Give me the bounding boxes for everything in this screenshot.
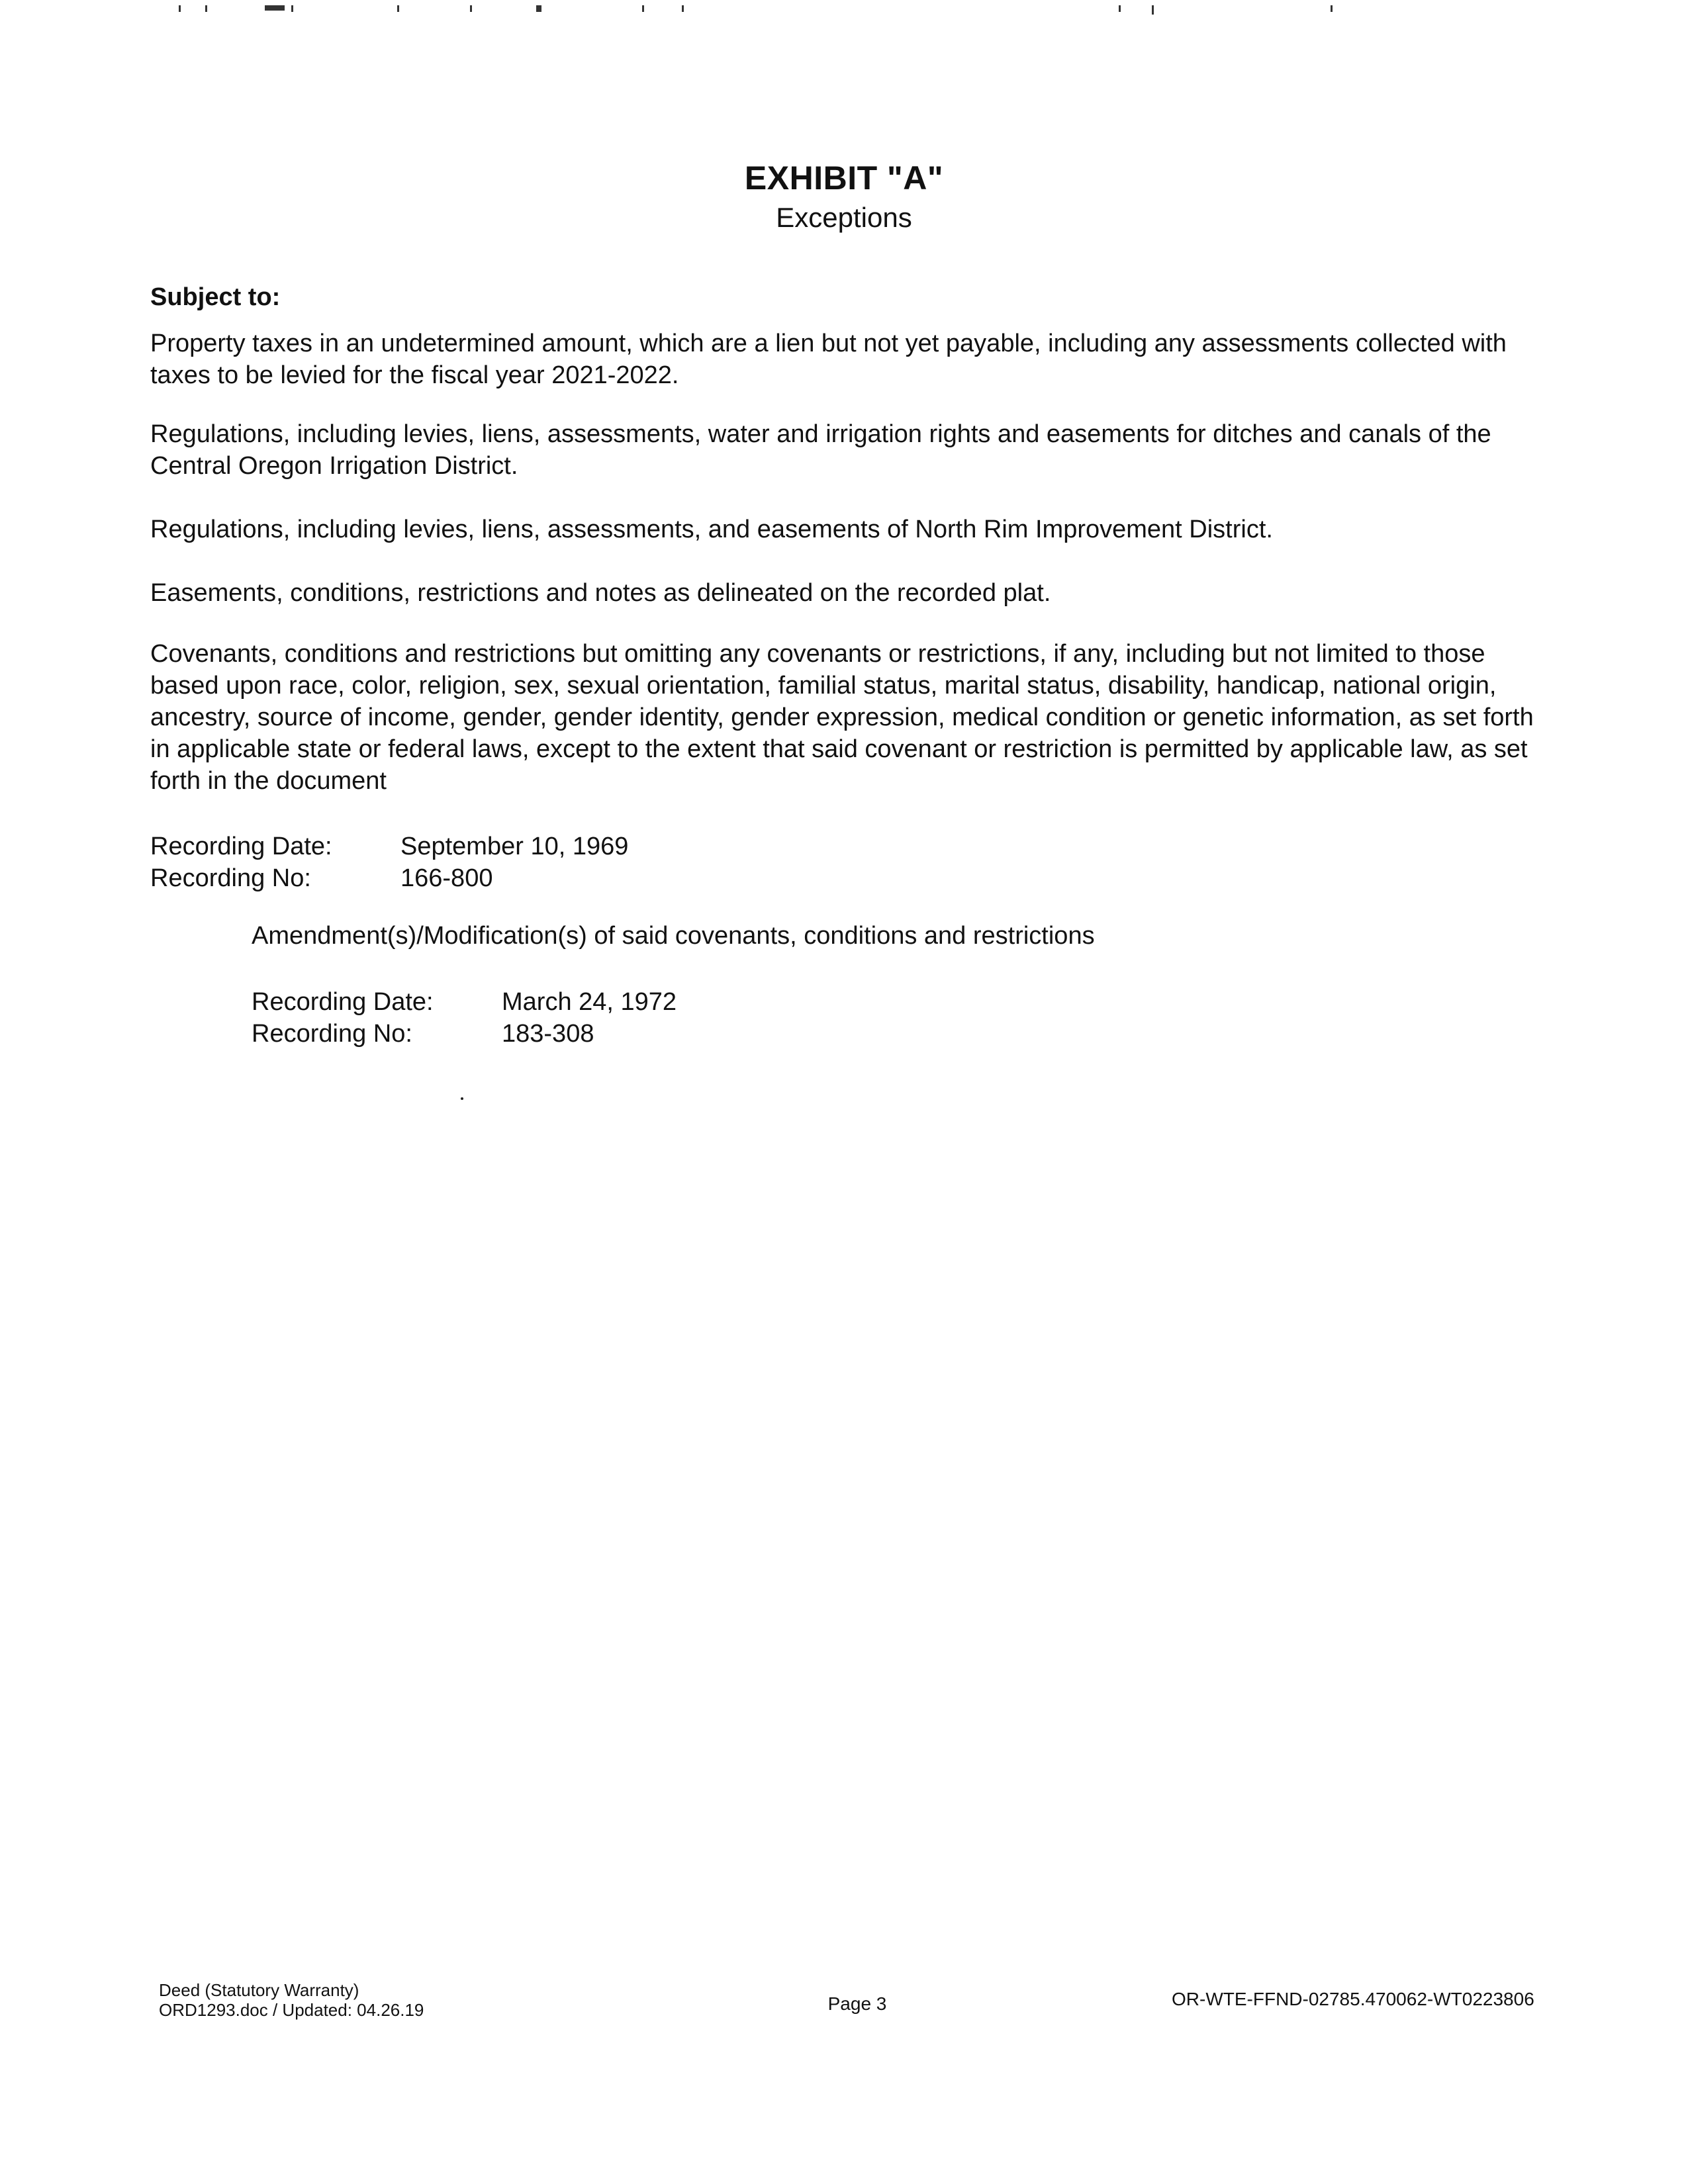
recording-date-label: Recording Date: — [252, 988, 434, 1016]
exception-plat-easements: Easements, conditions, restrictions and notes as delineated on the recorded plat. — [150, 579, 1051, 607]
footer-deed-type: Deed (Statutory Warranty) — [159, 1980, 359, 2000]
footer-file-updated: ORD1293.doc / Updated: 04.26.19 — [159, 2000, 424, 2020]
recording-no-label: Recording No: — [150, 864, 311, 892]
recording-date-value: September 10, 1969 — [400, 833, 629, 860]
recording-no-value: 166-800 — [400, 864, 493, 892]
footer-reference-number: OR-WTE-FFND-02785.470062-WT0223806 — [1172, 1989, 1534, 2009]
amendment-text: Amendment(s)/Modification(s) of said covenants, conditions and restrictions — [252, 922, 1095, 950]
exhibit-title: EXHIBIT "A" — [744, 159, 944, 197]
scan-speck — [461, 1097, 463, 1100]
recording-date-value: March 24, 1972 — [502, 988, 677, 1016]
exception-irrigation-district: Regulations, including levies, liens, assessments, water and irrigation rights and easements for ditches and canals of the Central Oregon Irrigation District. — [150, 420, 1491, 480]
subject-to-heading: Subject to: — [150, 283, 281, 311]
exhibit-subtitle: Exceptions — [776, 202, 912, 233]
page-number: Page 3 — [827, 1993, 887, 2014]
recording-date-label: Recording Date: — [150, 833, 332, 860]
scan-artifact-strip — [179, 5, 1648, 15]
exception-covenants: Covenants, conditions and restrictions but omitting any covenants or restrictions, if any, including but not limited to those based upon race, color, religion, sex, sexual orientation, familial status, marital status, disability, handicap, national origin, ancestry, source of income, gender, gender identity, gender expression, medical condition or genetic information, as set forth in applicable state or federal laws, except to the extent that said covenant or restriction is permitted by applicable law, as set forth in the document — [150, 640, 1534, 795]
recording-no-value: 183-308 — [502, 1020, 594, 1048]
exception-improvement-district: Regulations, including levies, liens, assessments, and easements of North Rim Improvement District. — [150, 516, 1273, 543]
exception-property-taxes: Property taxes in an undetermined amount, which are a lien but not yet payable, including any assessments collected with taxes to be levied for the fiscal year 2021-2022. — [150, 330, 1507, 389]
recording-no-label: Recording No: — [252, 1020, 412, 1048]
